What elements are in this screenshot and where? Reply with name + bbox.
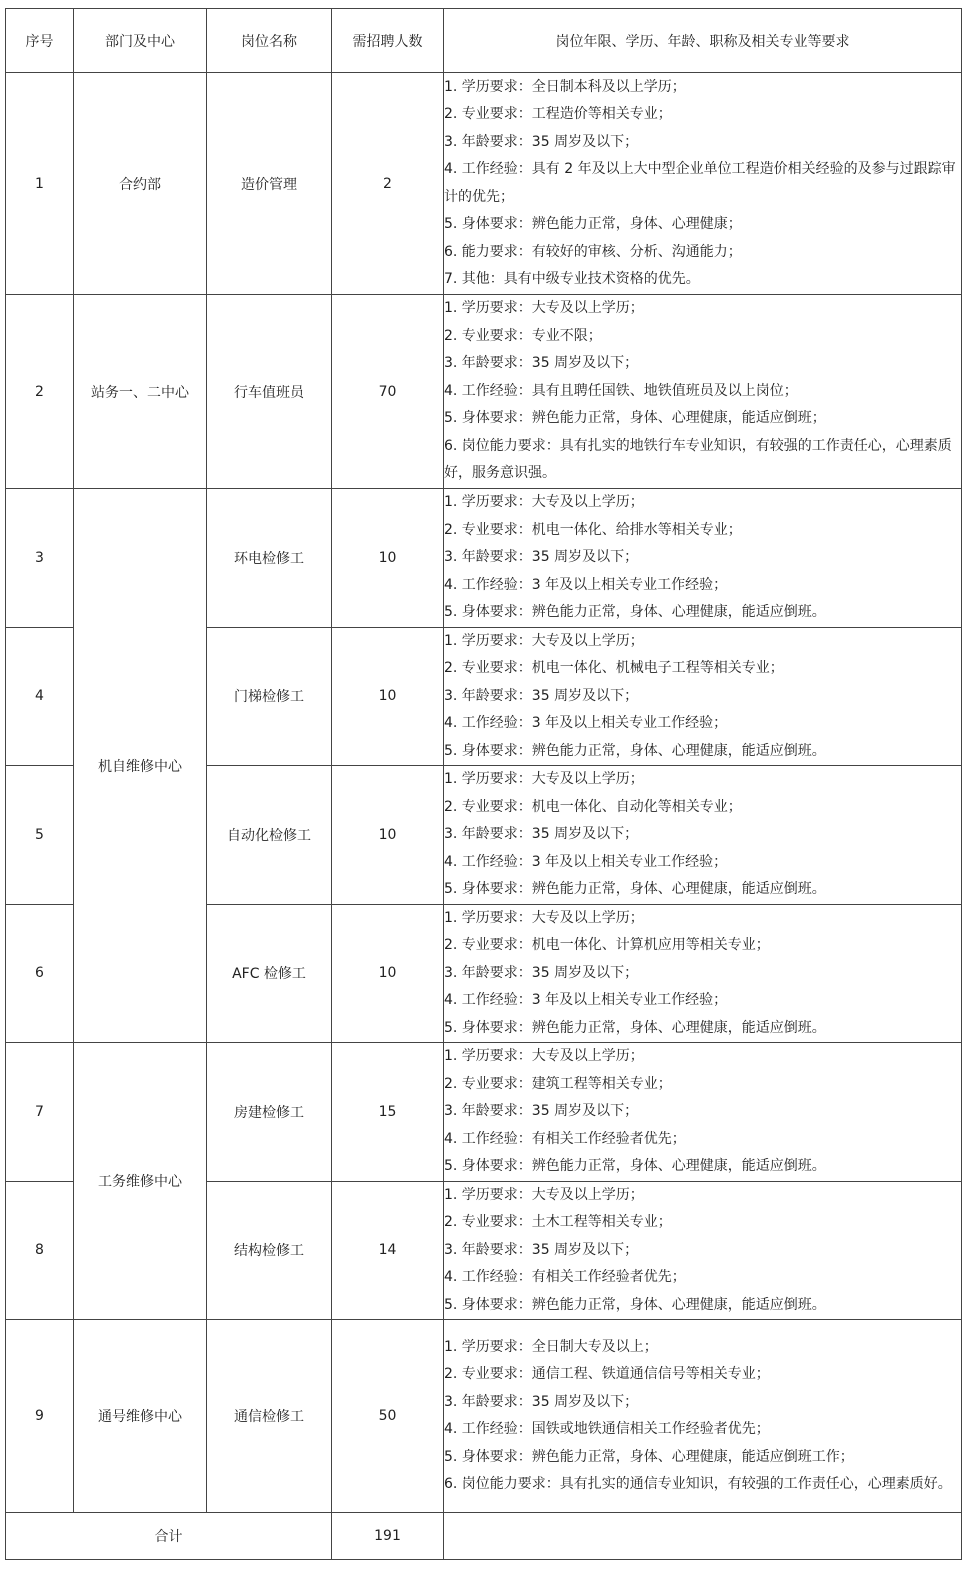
post-cell: 环电检修工 xyxy=(207,489,332,628)
requirements-cell xyxy=(444,766,962,905)
requirement-line: 3. 年龄要求：35 周岁及以下； xyxy=(444,964,639,981)
requirement-line: 4. 工作经验：具有且聘任国铁、地铁值班员及以上岗位； xyxy=(444,382,798,399)
requirement-line: 4. 工作经验：3 年及以上相关专业工作经验； xyxy=(444,576,728,593)
requirement-line: 3. 年龄要求：35 周岁及以下； xyxy=(444,549,639,565)
requirement-line: 2. 专业要求：机电一体化、给排水等相关专业； xyxy=(444,521,742,538)
requirements-cell xyxy=(444,73,962,295)
requirement-line: 2. 专业要求：机电一体化、机械电子工程等相关专业； xyxy=(444,660,784,676)
total-empty-cell xyxy=(444,1513,962,1560)
post-cell: 通信检修工 xyxy=(207,1320,332,1513)
requirement-line: 1. 学历要求：大专及以上学历； xyxy=(444,1186,644,1203)
requirement-line: 3. 年龄要求：35 周岁及以下； xyxy=(444,355,639,372)
requirement-line: 1. 学历要求：大专及以上学历； xyxy=(444,300,644,317)
count-cell: 2 xyxy=(332,73,444,295)
requirement-line: 1. 学历要求：大专及以上学历； xyxy=(444,494,644,510)
requirement-line: 2. 专业要求：专业不限； xyxy=(444,327,602,344)
table-row xyxy=(6,489,962,628)
header-requirements: 岗位年限、学历、年龄、职称及相关专业等要求 xyxy=(444,9,962,73)
requirement-line: 2. 专业要求：机电一体化、自动化等相关专业； xyxy=(444,798,742,815)
post-cell: 门梯检修工 xyxy=(207,627,332,766)
requirement-line: 4. 工作经验：具有 2 年及以上大中型企业单位工程造价相关经验的及参与过跟踪审计的优先； xyxy=(444,161,956,205)
requirement-line: 4. 工作经验：国铁或地铁通信相关工作经验者优先； xyxy=(444,1421,770,1437)
requirement-line: 5. 身体要求：辨色能力正常，身体、心理健康，能适应倒班； xyxy=(444,410,826,427)
requirement-line: 3. 年龄要求：35 周岁及以下； xyxy=(444,826,639,842)
requirement-line: 4. 工作经验：有相关工作经验者优先； xyxy=(444,1130,686,1147)
requirement-line: 7. 其他：具有中级专业技术资格的优先。 xyxy=(444,271,700,287)
dept-cell: 工务维修中心 xyxy=(74,1043,207,1320)
requirements-cell xyxy=(444,1043,962,1182)
header-row xyxy=(6,9,962,73)
table-row xyxy=(6,73,962,295)
requirement-line: 3. 年龄要求：35 周岁及以下； xyxy=(444,1103,639,1119)
header-no: 序号 xyxy=(6,9,74,73)
requirement-line: 2. 专业要求：建筑工程等相关专业； xyxy=(444,1075,672,1092)
count-cell: 10 xyxy=(332,489,444,628)
count-cell: 70 xyxy=(332,295,444,489)
row-no: 8 xyxy=(6,1181,74,1320)
count-cell: 10 xyxy=(332,766,444,905)
row-no: 7 xyxy=(6,1043,74,1182)
requirement-line: 5. 身体要求：辨色能力正常，身体、心理健康，能适应倒班。 xyxy=(444,1019,826,1036)
requirement-line: 5. 身体要求：辨色能力正常，身体、心理健康，能适应倒班。 xyxy=(444,742,826,759)
requirement-line: 5. 身体要求：辨色能力正常，身体、心理健康，能适应倒班。 xyxy=(444,1158,826,1174)
requirement-line: 3. 年龄要求：35 周岁及以下； xyxy=(444,1393,639,1410)
requirement-line: 2. 专业要求：机电一体化、计算机应用等相关专业； xyxy=(444,937,770,953)
header-post: 岗位名称 xyxy=(207,9,332,73)
recruitment-table xyxy=(5,8,962,1560)
row-no: 6 xyxy=(6,904,74,1043)
requirement-line: 2. 专业要求：工程造价等相关专业； xyxy=(444,106,672,122)
requirement-line: 6. 能力要求：有较好的审核、分析、沟通能力； xyxy=(444,243,742,260)
requirements-cell xyxy=(444,1320,962,1513)
dept-cell: 通号维修中心 xyxy=(74,1320,207,1513)
requirement-line: 5. 身体要求：辨色能力正常，身体、心理健康，能适应倒班。 xyxy=(444,1296,826,1313)
requirements-cell xyxy=(444,295,962,489)
requirement-line: 1. 学历要求：大专及以上学历； xyxy=(444,771,644,787)
post-cell: 造价管理 xyxy=(207,73,332,295)
table-row xyxy=(6,1320,962,1513)
requirement-line: 5. 身体要求：辨色能力正常，身体、心理健康，能适应倒班。 xyxy=(444,604,826,620)
requirement-line: 4. 工作经验：有相关工作经验者优先； xyxy=(444,1269,686,1285)
requirement-line: 1. 学历要求：大专及以上学历； xyxy=(444,1048,644,1064)
requirement-line: 1. 学历要求：全日制本科及以上学历； xyxy=(444,78,686,95)
requirement-line: 2. 专业要求：通信工程、铁道通信信号等相关专业； xyxy=(444,1366,770,1382)
count-cell: 50 xyxy=(332,1320,444,1513)
total-label: 合计 xyxy=(6,1513,332,1560)
requirements-cell xyxy=(444,489,962,628)
post-cell: 结构检修工 xyxy=(207,1181,332,1320)
requirement-line: 3. 年龄要求：35 周岁及以下； xyxy=(444,133,639,150)
dept-cell: 站务一、二中心 xyxy=(74,295,207,489)
requirement-line: 5. 身体要求：辨色能力正常，身体、心理健康，能适应倒班工作； xyxy=(444,1448,854,1465)
requirement-line: 5. 身体要求：辨色能力正常，身体、心理健康； xyxy=(444,216,742,232)
total-row xyxy=(6,1513,962,1560)
row-no: 9 xyxy=(6,1320,74,1513)
requirement-line: 3. 年龄要求：35 周岁及以下； xyxy=(444,1241,639,1258)
requirement-line: 5. 身体要求：辨色能力正常，身体、心理健康，能适应倒班。 xyxy=(444,881,826,897)
row-no: 4 xyxy=(6,627,74,766)
header-count: 需招聘人数 xyxy=(332,9,444,73)
requirement-line: 1. 学历要求：全日制大专及以上； xyxy=(444,1338,658,1355)
table-row xyxy=(6,295,962,489)
requirements-cell xyxy=(444,1181,962,1320)
count-cell: 15 xyxy=(332,1043,444,1182)
requirement-line: 6. 岗位能力要求：具有扎实的通信专业知识，有较强的工作责任心，心理素质好。 xyxy=(444,1476,952,1492)
requirement-line: 4. 工作经验：3 年及以上相关专业工作经验； xyxy=(444,715,728,731)
requirement-line: 6. 岗位能力要求：具有扎实的地铁行车专业知识，有较强的工作责任心，心理素质好，服务意识强。 xyxy=(444,437,952,482)
post-cell: 自动化检修工 xyxy=(207,766,332,905)
requirement-line: 2. 专业要求：土木工程等相关专业； xyxy=(444,1214,672,1230)
post-cell: 行车值班员 xyxy=(207,295,332,489)
dept-cell: 机自维修中心 xyxy=(74,489,207,1043)
requirement-line: 1. 学历要求：大专及以上学历； xyxy=(444,632,644,649)
row-no: 3 xyxy=(6,489,74,628)
header-dept: 部门及中心 xyxy=(74,9,207,73)
count-cell: 10 xyxy=(332,627,444,766)
post-cell: AFC 检修工 xyxy=(207,904,332,1043)
count-cell: 14 xyxy=(332,1181,444,1320)
total-count: 191 xyxy=(332,1513,444,1560)
requirement-line: 4. 工作经验：3 年及以上相关专业工作经验； xyxy=(444,992,728,1008)
requirements-cell xyxy=(444,627,962,766)
count-cell: 10 xyxy=(332,904,444,1043)
post-cell: 房建检修工 xyxy=(207,1043,332,1182)
row-no: 2 xyxy=(6,295,74,489)
table-row xyxy=(6,1043,962,1182)
requirement-line: 3. 年龄要求：35 周岁及以下； xyxy=(444,687,639,704)
dept-cell: 合约部 xyxy=(74,73,207,295)
row-no: 1 xyxy=(6,73,74,295)
requirement-line: 1. 学历要求：大专及以上学历； xyxy=(444,909,644,926)
requirements-cell xyxy=(444,904,962,1043)
requirement-line: 4. 工作经验：3 年及以上相关专业工作经验； xyxy=(444,853,728,870)
row-no: 5 xyxy=(6,766,74,905)
